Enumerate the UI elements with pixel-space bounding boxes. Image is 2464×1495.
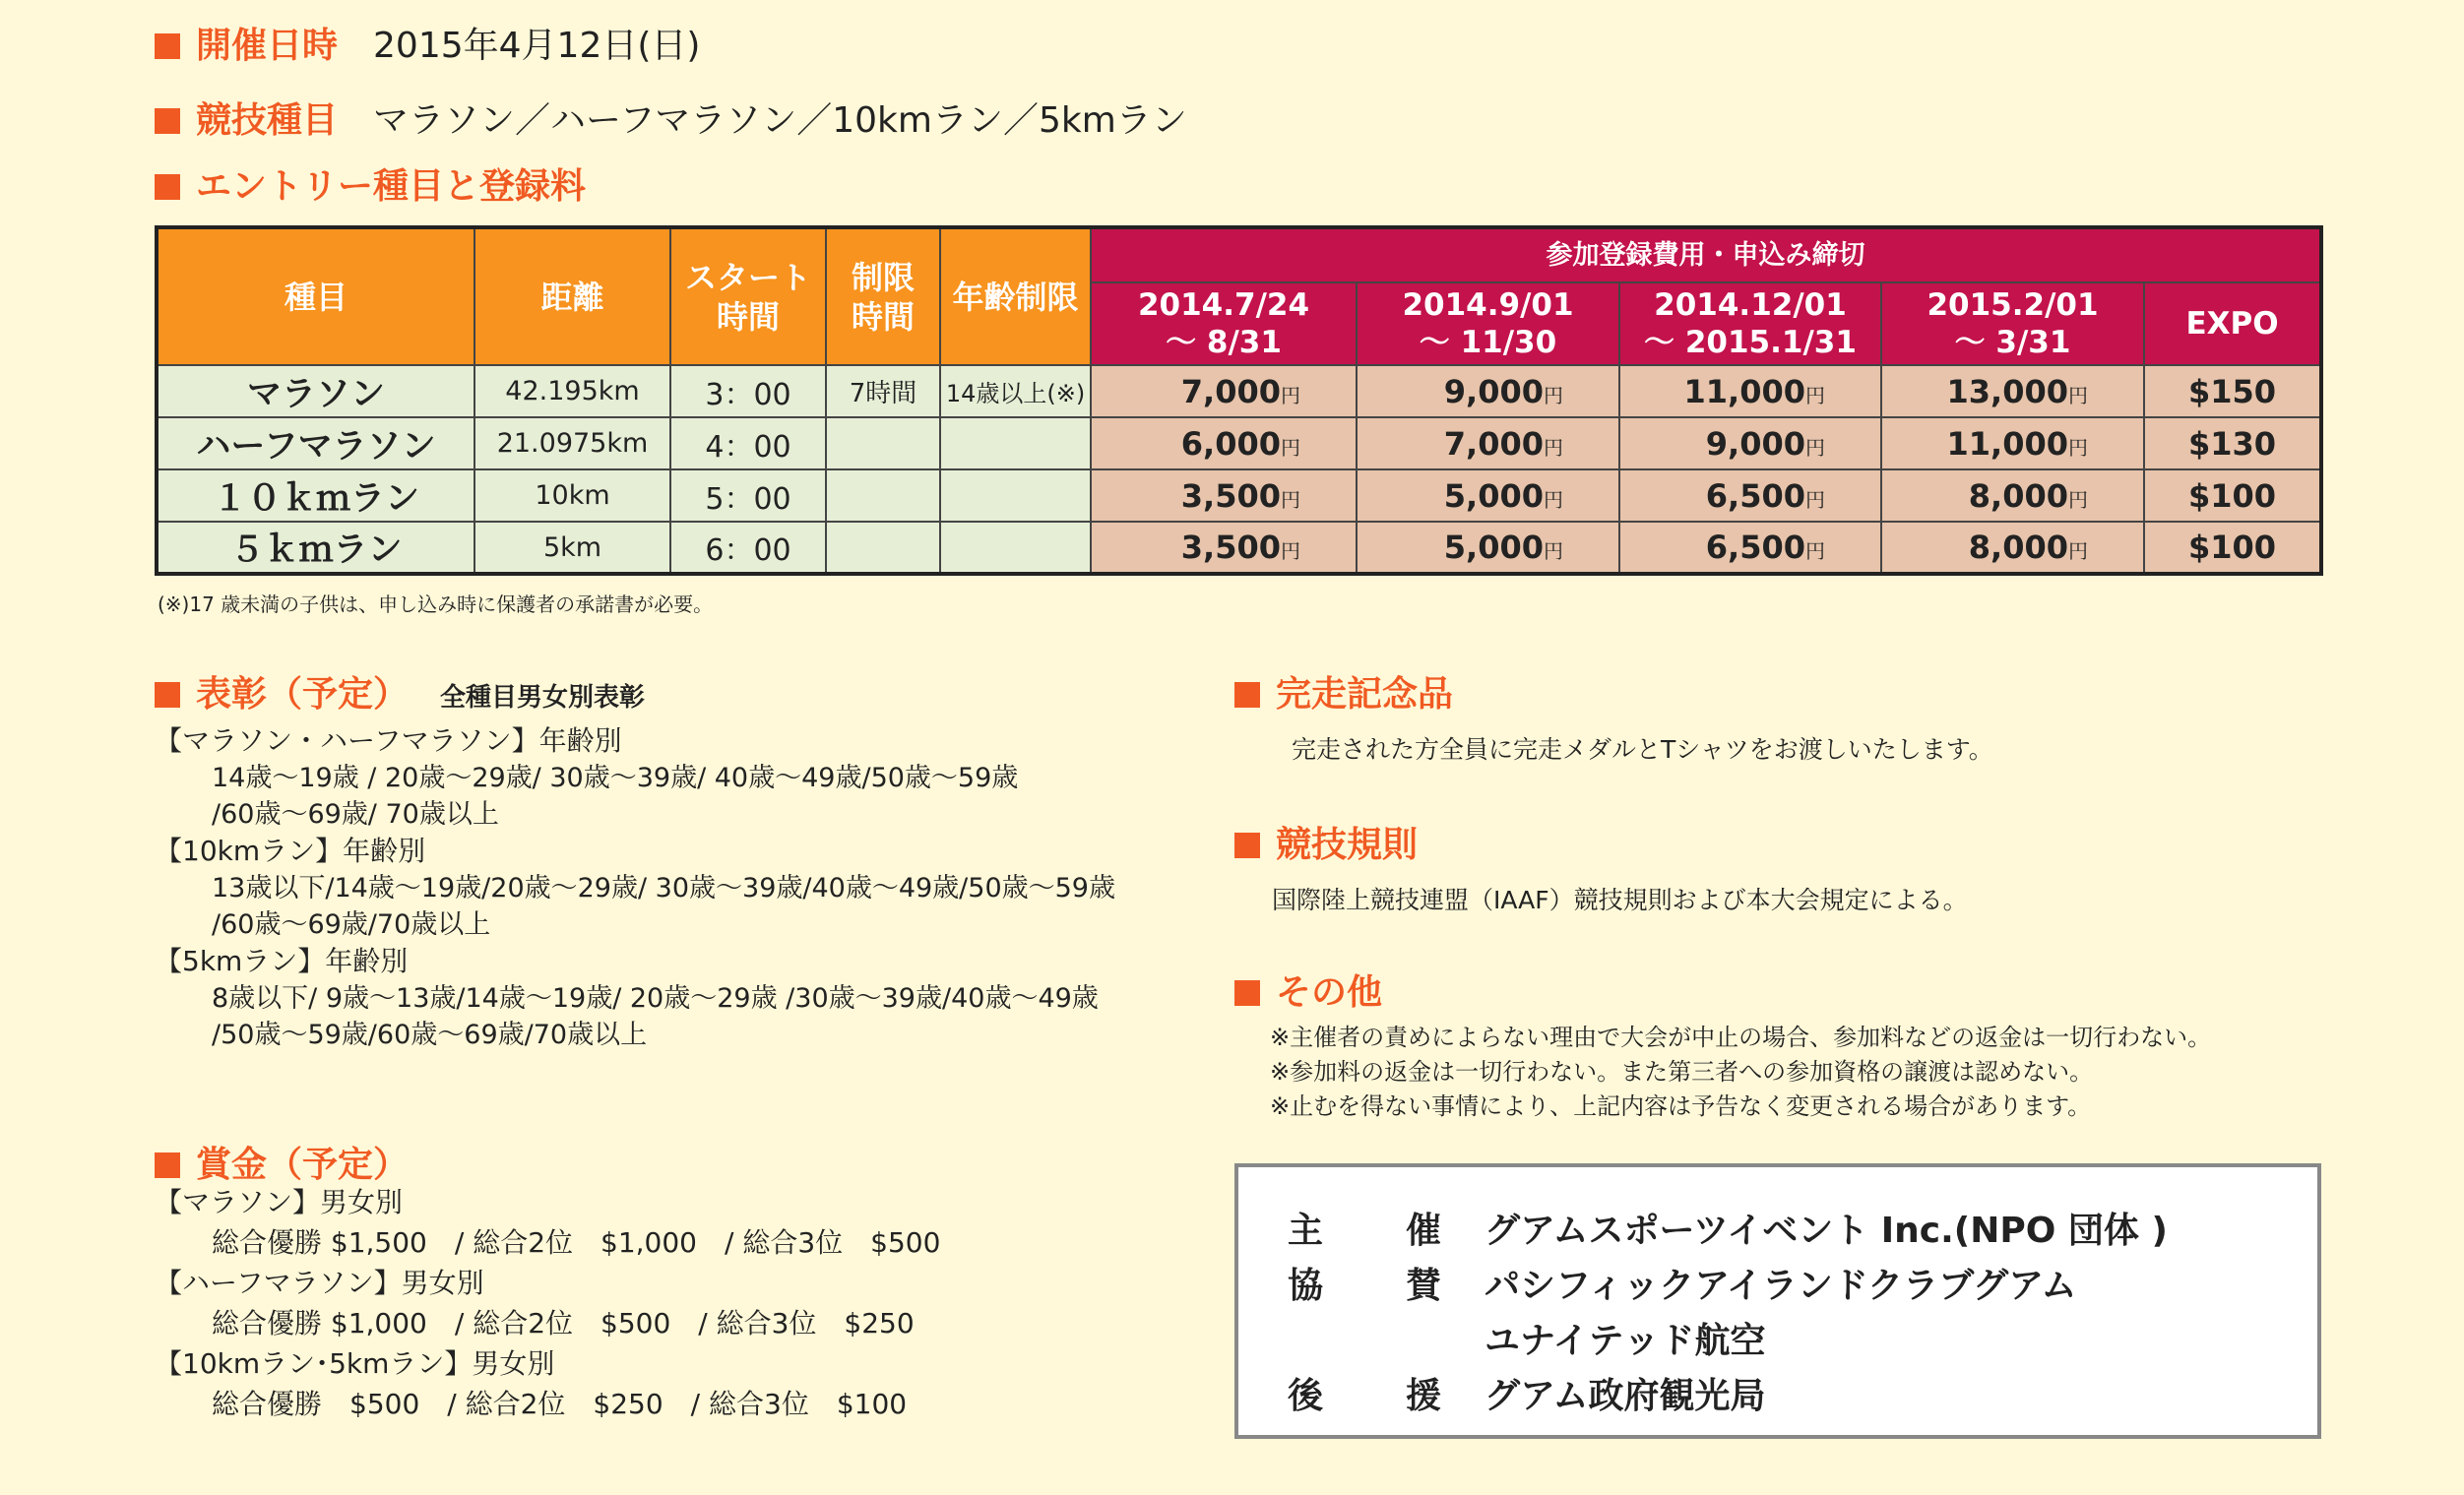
header-expo: EXPO <box>2144 282 2321 365</box>
event-date: 2015年4月12日(日) <box>373 26 701 66</box>
header-time-limit: 制限時間 <box>826 227 940 365</box>
bullet-square-icon <box>155 33 180 59</box>
awards-group-label: 【5kmラン】年齢別 <box>155 945 409 977</box>
bullet-square-icon <box>155 108 180 134</box>
header-period-3: 2014.12/01 ～ 2015.1/31 <box>1619 282 1881 365</box>
entry-fee-table <box>155 225 2323 576</box>
other-heading: その他 <box>1234 965 1382 1015</box>
credit-supporter: 後 援 グアム政府観光局 <box>1288 1376 1766 1416</box>
header-fee-group: 参加登録費用・申込み締切 <box>1091 227 2321 282</box>
header-distance: 距離 <box>474 227 670 365</box>
prize-list: 【マラソン】男女別 総合優勝 $1,500 / 総合2位 $1,000 / 総合3位 $500 【ハーフマラソン】男女別 総合優勝 $1,000 / 総合2位 $500 / 総合3位 $250 【10kmラン･5kmラン】男女別 総合優勝 $500 / 総合2位 $250 / 総合3位 $100 <box>155 1186 941 1420</box>
header-event: 種目 <box>157 227 474 365</box>
table-note: (※)17 歳未満の子供は、申し込み時に保護者の承諾書が必要。 <box>158 592 714 616</box>
rules-heading: 競技規則 <box>1234 817 1418 867</box>
header-period-2: 2014.9/01 ～ 11/30 <box>1357 282 1619 365</box>
date-heading: 開催日時 2015年4月12日(日) <box>155 18 700 68</box>
events-list: マラソン／ハーフマラソン／10kmラン／5kmラン <box>373 100 1187 141</box>
prize-heading: 賞金（予定） <box>155 1137 409 1187</box>
header-period-4: 2015.2/01 ～ 3/31 <box>1881 282 2144 365</box>
awards-list: 【マラソン・ハーフマラソン】年齢別 14歳～19歳 / 20歳～29歳/ 30歳～39歳/ 40歳～49歳/50歳～59歳 /60歳～69歳/ 70歳以上 【10kmラン】年齢別 13歳以下/14歳～19歳/20歳～29歳/ 30歳～39歳/40歳～49歳/50歳～59歳 /60歳～69歳/70歳以上 【5kmラン】年齢別 8歳以下/ 9歳～13歳/14歳～19歳/ 20歳～29歳 /30歳～39歳/40歳～49歳 /50歳～59歳/60歳～69歳/70歳以上 <box>155 724 1115 1050</box>
bullet-square-icon <box>1234 833 1260 858</box>
awards-subtitle: 全種目男女別表彰 <box>440 683 646 713</box>
table-row: ５ｋｍラン 5km 6：00 3,500円 5,000円 6,500円 8,000円 $100 <box>157 522 2321 574</box>
finisher-heading: 完走記念品 <box>1234 666 1453 716</box>
table-row: マラソン 42.195km 3：00 7時間 14歳以上(※) 7,000円 9,000円 11,000円 13,000円 $150 <box>157 365 2321 417</box>
events-heading: 競技種目 マラソン／ハーフマラソン／10kmラン／5kmラン <box>155 93 1187 143</box>
credits-box <box>1234 1163 2321 1439</box>
awards-group-label: 【マラソン・ハーフマラソン】年齢別 <box>155 724 622 757</box>
awards-group-label: 【10kmラン】年齢別 <box>155 835 426 867</box>
table-row: ハーフマラソン 21.0975km 4：00 6,000円 7,000円 9,000円 11,000円 $130 <box>157 417 2321 469</box>
bullet-square-icon <box>155 174 180 200</box>
header-start-time: スタート時間 <box>670 227 826 365</box>
table-row: １０ｋｍラン 10km 5：00 3,500円 5,000円 6,500円 8,000円 $100 <box>157 469 2321 522</box>
finisher-text: 完走された方全員に完走メダルとTシャツをお渡しいたします。 <box>1292 735 1993 764</box>
bullet-square-icon <box>155 682 180 708</box>
bullet-square-icon <box>155 1152 180 1178</box>
credit-sponsor: 協 賛 パシフィックアイランドクラブグアム <box>1288 1266 2077 1306</box>
rules-text: 国際陸上競技連盟（IAAF）競技規則および本大会規定による。 <box>1272 886 1968 914</box>
bullet-square-icon <box>1234 980 1260 1006</box>
bullet-square-icon <box>1234 682 1260 708</box>
credit-sponsor-2: ユナイテッド航空 <box>1485 1321 1766 1361</box>
header-period-1: 2014.7/24 ～ 8/31 <box>1091 282 1357 365</box>
entry-heading: エントリー種目と登録料 <box>155 158 586 209</box>
header-age-limit: 年齢制限 <box>940 227 1091 365</box>
credit-organizer: 主 催 グアムスポーツイベント Inc.(NPO 団体 ) <box>1288 1211 2168 1251</box>
awards-heading: 表彰（予定） 全種目男女別表彰 <box>155 666 645 716</box>
other-notes: ※主催者の責めによらない理由で大会が中止の場合、参加料などの返金は一切行わない。 ※参加料の返金は一切行わない。また第三者への参加資格の譲渡は認めない。 ※止むを得ない事情により、上記内容は予告なく変更される場合があります。 <box>1270 1024 2212 1120</box>
